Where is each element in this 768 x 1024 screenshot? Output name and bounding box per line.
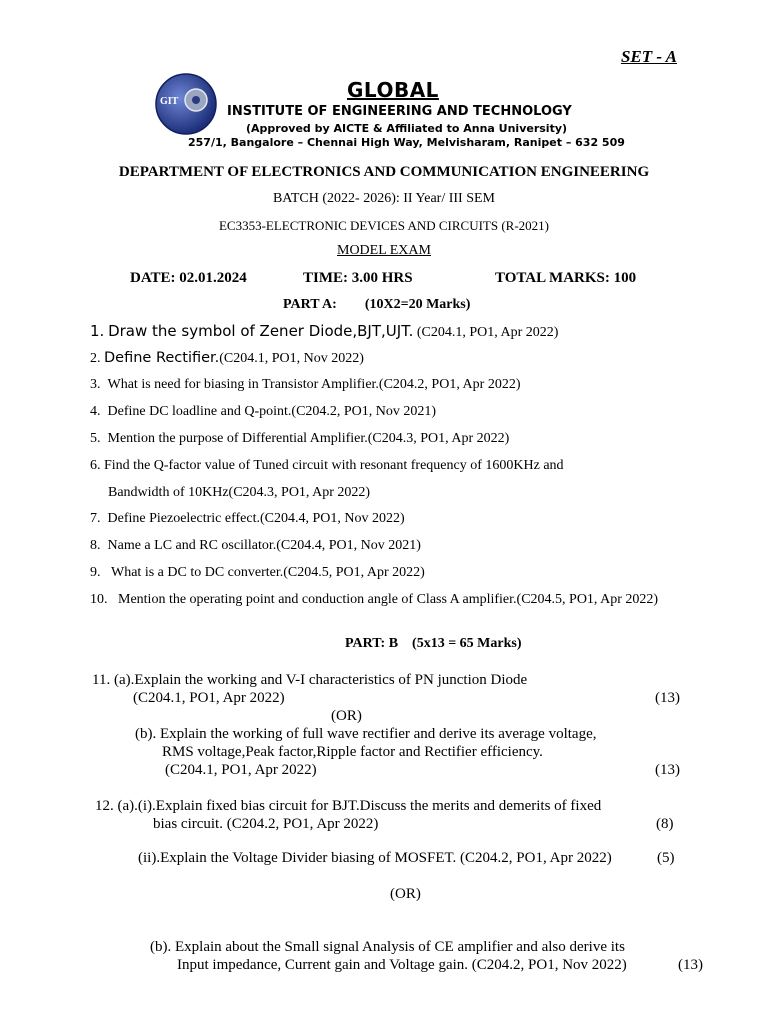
q12aii-line: (ii).Explain the Voltage Divider biasing of MOSFET. (C204.2, PO1, Apr 2022) (138, 850, 612, 866)
svg-text:GIT: GIT (160, 96, 179, 107)
question-number: 5. (90, 431, 101, 446)
question-text: Define Rectifier. (104, 350, 220, 366)
question-text: Mention the purpose of Differential Amplifier.(C204.3, PO1, Apr 2022) (107, 431, 510, 446)
question-4 (90, 404, 436, 420)
question-text: Name a LC and RC oscillator.(C204.4, PO1, Nov 2021) (107, 538, 421, 553)
q11a-line1: 11. (a).Explain the working and V-I characteristics of PN junction Diode (92, 672, 528, 688)
q12a-line2: bias circuit. (C204.2, PO1, Apr 2022) (153, 816, 379, 832)
question-number: 2. (90, 351, 101, 366)
part-a-title: PART A: (283, 297, 337, 312)
question-5 (90, 431, 509, 447)
part-b-heading (345, 636, 522, 652)
q11b-line3: (C204.1, PO1, Apr 2022) (165, 762, 317, 778)
college-logo (154, 72, 218, 136)
department-heading: DEPARTMENT OF ELECTRONICS AND COMMUNICATION ENGINEERING (118, 164, 650, 180)
question-1 (90, 322, 558, 341)
question-number: 7. (90, 511, 101, 526)
question-text: Define Piezoelectric effect.(C204.4, PO1, Nov 2022) (107, 511, 405, 526)
question-text: What is a DC to DC converter.(C204.5, PO1, Apr 2022) (111, 565, 425, 580)
question-number: 10. (90, 592, 108, 607)
question-6-continued: Bandwidth of 10KHz(C204.3, PO1, Apr 2022) (108, 485, 371, 500)
q12a-line1: 12. (a).(i).Explain fixed bias circuit for BJT.Discuss the merits and demerits of fixed (95, 798, 602, 814)
question-7 (90, 511, 405, 527)
part-a-heading (283, 297, 470, 313)
college-name: GLOBAL (347, 78, 439, 102)
question-text: Mention the operating point and conduction angle of Class A amplifier.(C204.5, PO1, Apr 2022) (118, 592, 659, 607)
question-number: 1. (90, 322, 105, 340)
question-10 (90, 592, 658, 608)
question-9 (90, 565, 425, 581)
q11-or: (OR) (331, 708, 362, 724)
q12-or: (OR) (390, 886, 421, 902)
question-number: 4. (90, 404, 101, 419)
batch-line: BATCH (2022- 2026): II Year/ III SEM (272, 191, 496, 206)
question-text: Find the Q-factor value of Tuned circuit with resonant frequency of 1600KHz and (104, 458, 564, 473)
address-line: 257/1, Bangalore – Chennai High Way, Melvisharam, Ranipet – 632 509 (188, 136, 625, 149)
exam-title: MODEL EXAM (337, 243, 431, 258)
part-b-title: PART: B (345, 636, 399, 651)
q11b-line2: RMS voltage,Peak factor,Ripple factor and Rectifier efficiency. (162, 744, 543, 760)
course-line: EC3353-ELECTRONIC DEVICES AND CIRCUITS (R-2021) (218, 218, 550, 233)
question-text: Define DC loadline and Q-point.(C204.2, PO1, Nov 2021) (107, 404, 437, 419)
question-text: What is need for biasing in Transistor Amplifier.(C204.2, PO1, Apr 2022) (107, 377, 521, 392)
q12b-line2: Input impedance, Current gain and Voltage gain. (C204.2, PO1, Nov 2022) (177, 957, 627, 973)
approval-line: (Approved by AICTE & Affiliated to Anna University) (246, 122, 568, 135)
question-number: 6. (90, 458, 101, 473)
exam-date: DATE: 02.01.2024 (130, 270, 247, 286)
question-8 (90, 538, 421, 554)
question-number: 9. (90, 565, 101, 580)
q11b-marks: (13) (655, 762, 680, 778)
total-marks: TOTAL MARKS: 100 (495, 270, 637, 286)
q11b-line1: (b). Explain the working of full wave rectifier and derive its average voltage, (135, 726, 597, 742)
q12b-marks: (13) (678, 957, 703, 973)
question-number: 3. (90, 377, 101, 392)
part-a-marks: (10X2=20 Marks) (364, 297, 471, 312)
q12a-marks: (8) (656, 816, 674, 832)
q12aii-marks: (5) (657, 850, 675, 866)
q11a-marks: (13) (655, 690, 680, 706)
institute-name: INSTITUTE OF ENGINEERING AND TECHNOLOGY (227, 104, 572, 119)
question-code: (C204.1, PO1, Nov 2022) (219, 351, 364, 366)
set-label: SET - A (620, 47, 677, 66)
exam-time: TIME: 3.00 HRS (303, 270, 413, 286)
question-2 (90, 350, 364, 367)
question-code: (C204.1, PO1, Apr 2022) (413, 325, 559, 340)
question-3 (90, 377, 520, 393)
q11a-line2: (C204.1, PO1, Apr 2022) (133, 690, 285, 706)
part-b-marks: (5x13 = 65 Marks) (412, 636, 522, 651)
question-number: 8. (90, 538, 101, 553)
question-6 (90, 458, 564, 474)
question-text: Draw the symbol of Zener Diode,BJT,UJT. (108, 322, 414, 340)
q12b-line1: (b). Explain about the Small signal Analysis of CE amplifier and also derive its (150, 939, 625, 955)
